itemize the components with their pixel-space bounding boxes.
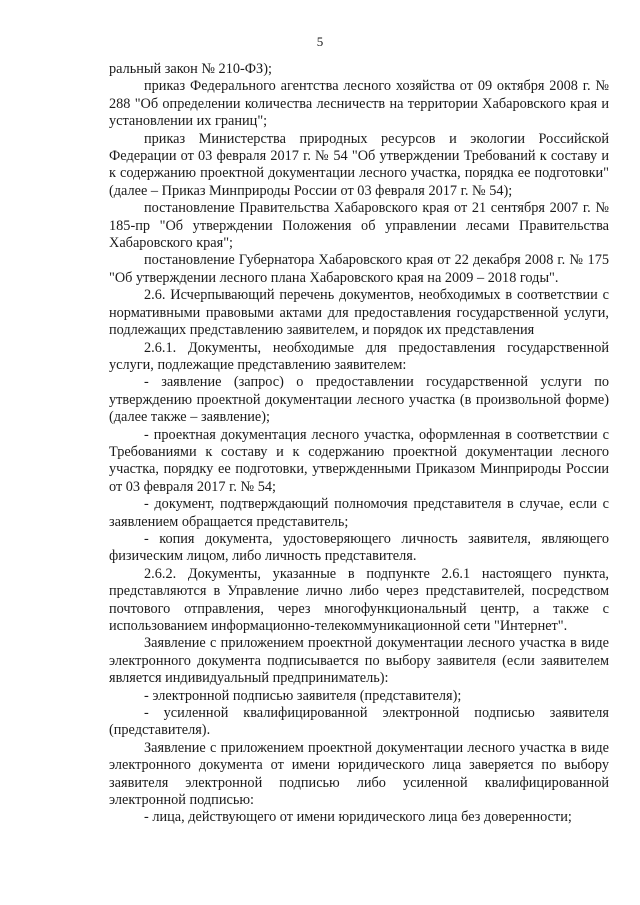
list-item-identity-copy: - копия документа, удостоверяющего личность заявителя, являющего физическим лицом, либо личность представителя. (109, 530, 609, 565)
paragraph-electronic-signing-legal-entity: Заявление с приложением проектной документации лесного участка в виде электронного документа от имени юридического лица заверяется по выбору заявителя электронной подписью либо усиленной квалифицированной электронной подписью: (109, 739, 609, 809)
list-item-person-without-power-of-attorney: - лица, действующего от имени юридического лица без доверенности; (144, 809, 572, 826)
list-item-project-documentation: - проектная документация лесного участка, оформленная в соответствии с Требованиями к составу и к содержанию проектной документации лесного участка, порядку ее подготовки, утвержденными Приказом Минприроды России от 03 февраля 2017 г. № 54; (109, 426, 609, 495)
list-item-electronic-signature: - электронной подписью заявителя (представителя); (144, 687, 462, 704)
list-item-application: - заявление (запрос) о предоставлении государственной услуги по утверждению проектной документации лесного участка (в произвольной форме) (далее также – заявление); (109, 374, 609, 426)
paragraph-section-2-6-2: 2.6.2. Документы, указанные в подпункте 2.6.1 настоящего пункта, представляются в Управление лично либо через представителей, посредством почтового отправления, через многофункциональный центр, а также с использованием информационно-телекоммуникационной сети "Интернет". (109, 565, 609, 634)
document-body (109, 61, 609, 827)
paragraph-resolution-government: постановление Правительства Хабаровского края от 21 сентября 2007 г. № 185-пр "Об утверждении Положения об управлении лесами Правительства Хабаровского края"; (109, 200, 609, 252)
paragraph-law-continuation: ральный закон № 210-ФЗ); (109, 61, 272, 77)
paragraph-order-forestry-agency: приказ Федерального агентства лесного хозяйства от 09 октября 2008 г. № 288 "Об определении количества лесничеств на территории Хабаровского края и установлении их границ"; (109, 78, 609, 130)
paragraph-section-2-6-1: 2.6.1. Документы, необходимые для предоставления государственной услуги, подлежащие представлению заявителем: (109, 339, 609, 373)
paragraph-order-ministry-natural-resources: приказ Министерства природных ресурсов и экологии Российской Федерации от 03 февраля 2017 г. № 54 "Об утверждении Требований к составу и к содержанию проектной документации лесного участка, порядка ее подготовки" (далее – Приказ Минприроды России от 03 февраля 2017 г. № 54); (109, 130, 609, 199)
page-number: 5 (316, 34, 324, 49)
paragraph-section-2-6: 2.6. Исчерпывающий перечень документов, необходимых в соответствии с нормативными правовыми актами для предоставления государственной услуги, подлежащих представлению заявителем, и порядок их представления (109, 287, 609, 339)
paragraph-resolution-governor: постановление Губернатора Хабаровского края от 22 декабря 2008 г. № 175 "Об утверждении лесного плана Хабаровского края на 2009 – 2018 годы". (109, 252, 609, 286)
list-item-authority-document: - документ, подтверждающий полномочия представителя в случае, если с заявлением обращается представитель; (109, 496, 609, 530)
paragraph-electronic-signing-individual: Заявление с приложением проектной документации лесного участка в виде электронного документа подписывается по выбору заявителя (если заявителем является индивидуальный предприниматель): (109, 635, 609, 687)
list-item-qualified-signature: - усиленной квалифицированной электронной подписью заявителя (представителя). (109, 705, 609, 739)
